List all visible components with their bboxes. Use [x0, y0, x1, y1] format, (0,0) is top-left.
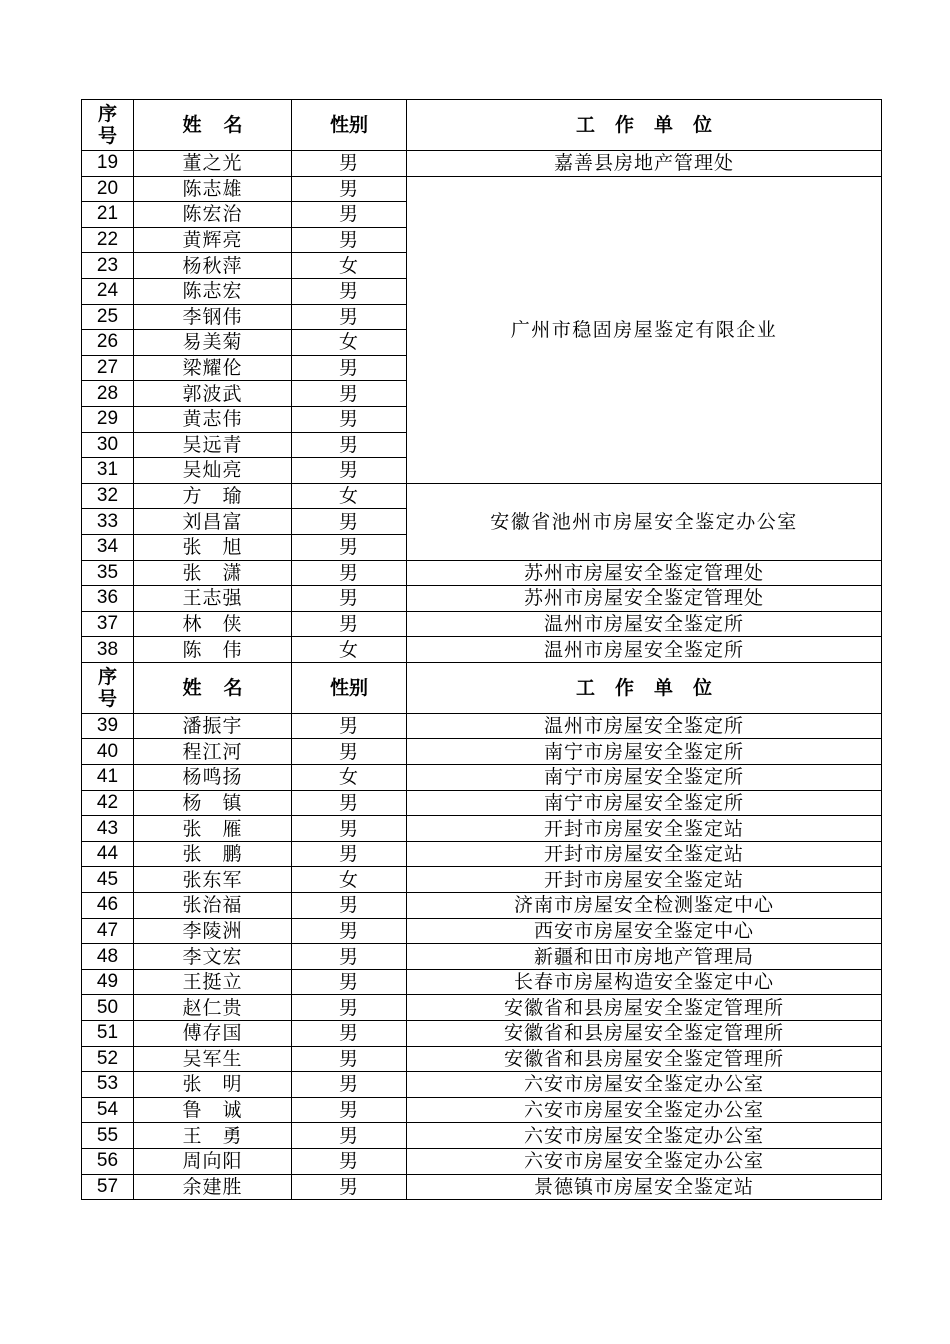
unit-cell: 温州市房屋安全鉴定所	[407, 713, 882, 739]
table-row	[82, 151, 882, 177]
table-row	[82, 586, 882, 612]
name-cell: 陈宏治	[134, 202, 292, 228]
name-cell: 董之光	[134, 151, 292, 177]
name-cell: 张 潇	[134, 560, 292, 586]
sex-cell: 男	[292, 1123, 407, 1149]
unit-cell: 南宁市房屋安全鉴定所	[407, 790, 882, 816]
unit-cell: 南宁市房屋安全鉴定所	[407, 739, 882, 765]
unit-cell: 新疆和田市房地产管理局	[407, 944, 882, 970]
name-cell: 张治福	[134, 893, 292, 919]
name-cell: 张 鹏	[134, 841, 292, 867]
serial-cell: 27	[82, 355, 134, 381]
name-cell: 杨 镇	[134, 790, 292, 816]
serial-cell: 19	[82, 151, 134, 177]
sex-cell: 男	[292, 1072, 407, 1098]
unit-cell: 西安市房屋安全鉴定中心	[407, 918, 882, 944]
name-cell: 张东军	[134, 867, 292, 893]
sex-cell: 女	[292, 253, 407, 279]
serial-cell: 21	[82, 202, 134, 228]
name-cell: 王挺立	[134, 969, 292, 995]
serial-cell: 43	[82, 816, 134, 842]
sex-cell: 男	[292, 406, 407, 432]
serial-cell: 50	[82, 995, 134, 1021]
name-cell: 吴远青	[134, 432, 292, 458]
name-cell: 梁耀伦	[134, 355, 292, 381]
unit-cell: 开封市房屋安全鉴定站	[407, 816, 882, 842]
serial-cell: 36	[82, 586, 134, 612]
table-row	[82, 1148, 882, 1174]
serial-cell: 34	[82, 534, 134, 560]
table-row	[82, 1046, 882, 1072]
unit-cell: 济南市房屋安全检测鉴定中心	[407, 893, 882, 919]
sex-cell: 男	[292, 304, 407, 330]
name-cell: 吴灿亮	[134, 458, 292, 484]
header-sex: 性别	[292, 662, 407, 713]
sex-cell: 男	[292, 611, 407, 637]
name-cell: 黄辉亮	[134, 227, 292, 253]
table-row	[82, 1174, 882, 1200]
sex-cell: 男	[292, 560, 407, 586]
table-row	[82, 1021, 882, 1047]
sex-cell: 女	[292, 330, 407, 356]
serial-cell: 24	[82, 278, 134, 304]
sex-cell: 男	[292, 841, 407, 867]
serial-cell: 32	[82, 483, 134, 509]
name-cell: 李钢伟	[134, 304, 292, 330]
unit-cell: 六安市房屋安全鉴定办公室	[407, 1123, 882, 1149]
table-row	[82, 611, 882, 637]
name-cell: 张 明	[134, 1072, 292, 1098]
unit-cell: 安徽省和县房屋安全鉴定管理所	[407, 1021, 882, 1047]
roster-page	[81, 99, 881, 1200]
sex-cell: 男	[292, 790, 407, 816]
name-cell: 程江河	[134, 739, 292, 765]
name-cell: 林 侠	[134, 611, 292, 637]
sex-cell: 男	[292, 381, 407, 407]
name-cell: 王志强	[134, 586, 292, 612]
name-cell: 王 勇	[134, 1123, 292, 1149]
table-header-row	[82, 100, 882, 151]
serial-cell: 41	[82, 765, 134, 791]
serial-cell: 20	[82, 176, 134, 202]
header-serial-line1: 序	[97, 665, 117, 688]
sex-cell: 女	[292, 483, 407, 509]
table-row	[82, 790, 882, 816]
sex-cell: 男	[292, 918, 407, 944]
name-cell: 周向阳	[134, 1148, 292, 1174]
unit-cell: 六安市房屋安全鉴定办公室	[407, 1097, 882, 1123]
serial-cell: 49	[82, 969, 134, 995]
sex-cell: 男	[292, 995, 407, 1021]
serial-cell: 29	[82, 406, 134, 432]
table-row	[82, 176, 882, 202]
unit-cell-merged: 广州市稳固房屋鉴定有限企业	[407, 176, 882, 483]
header-serial	[82, 662, 134, 713]
sex-cell: 男	[292, 969, 407, 995]
personnel-table	[81, 99, 882, 1200]
name-cell: 赵仁贵	[134, 995, 292, 1021]
unit-cell: 温州市房屋安全鉴定所	[407, 637, 882, 663]
table-row	[82, 1072, 882, 1098]
serial-cell: 33	[82, 509, 134, 535]
header-unit: 工作单位	[407, 100, 882, 151]
serial-cell: 44	[82, 841, 134, 867]
sex-cell: 男	[292, 432, 407, 458]
serial-cell: 25	[82, 304, 134, 330]
header-serial-line2: 号	[97, 125, 117, 147]
serial-cell: 39	[82, 713, 134, 739]
serial-cell: 35	[82, 560, 134, 586]
sex-cell: 男	[292, 1021, 407, 1047]
name-cell: 易美菊	[134, 330, 292, 356]
sex-cell: 男	[292, 713, 407, 739]
header-serial-line1: 序	[97, 103, 117, 125]
table-row	[82, 483, 882, 509]
unit-cell: 六安市房屋安全鉴定办公室	[407, 1072, 882, 1098]
unit-cell: 苏州市房屋安全鉴定管理处	[407, 560, 882, 586]
serial-cell: 31	[82, 458, 134, 484]
unit-cell: 温州市房屋安全鉴定所	[407, 611, 882, 637]
name-cell: 陈志宏	[134, 278, 292, 304]
serial-cell: 52	[82, 1046, 134, 1072]
serial-cell: 46	[82, 893, 134, 919]
name-cell: 郭波武	[134, 381, 292, 407]
table-row	[82, 1097, 882, 1123]
name-cell: 杨鸣扬	[134, 765, 292, 791]
table-row	[82, 918, 882, 944]
name-cell: 张 旭	[134, 534, 292, 560]
sex-cell: 女	[292, 765, 407, 791]
table-header-row	[82, 662, 882, 713]
table-row	[82, 893, 882, 919]
table-row	[82, 816, 882, 842]
table-row	[82, 713, 882, 739]
serial-cell: 53	[82, 1072, 134, 1098]
sex-cell: 男	[292, 534, 407, 560]
table-row	[82, 841, 882, 867]
sex-cell: 男	[292, 893, 407, 919]
unit-cell: 长春市房屋构造安全鉴定中心	[407, 969, 882, 995]
header-name: 姓名	[134, 100, 292, 151]
unit-cell: 开封市房屋安全鉴定站	[407, 841, 882, 867]
table-row	[82, 739, 882, 765]
table-row	[82, 944, 882, 970]
sex-cell: 男	[292, 739, 407, 765]
sex-cell: 男	[292, 355, 407, 381]
header-unit: 工作单位	[407, 662, 882, 713]
name-cell: 黄志伟	[134, 406, 292, 432]
unit-cell: 嘉善县房地产管理处	[407, 151, 882, 177]
sex-cell: 男	[292, 1046, 407, 1072]
serial-cell: 51	[82, 1021, 134, 1047]
unit-cell: 苏州市房屋安全鉴定管理处	[407, 586, 882, 612]
sex-cell: 男	[292, 944, 407, 970]
name-cell: 余建胜	[134, 1174, 292, 1200]
sex-cell: 男	[292, 458, 407, 484]
unit-cell-merged: 安徽省池州市房屋安全鉴定办公室	[407, 483, 882, 560]
serial-cell: 23	[82, 253, 134, 279]
serial-cell: 42	[82, 790, 134, 816]
name-cell: 吴军生	[134, 1046, 292, 1072]
serial-cell: 37	[82, 611, 134, 637]
serial-cell: 45	[82, 867, 134, 893]
name-cell: 鲁 诚	[134, 1097, 292, 1123]
sex-cell: 男	[292, 151, 407, 177]
name-cell: 张 雁	[134, 816, 292, 842]
name-cell: 陈志雄	[134, 176, 292, 202]
header-serial-line2: 号	[97, 687, 117, 710]
serial-cell: 40	[82, 739, 134, 765]
sex-cell: 男	[292, 1174, 407, 1200]
name-cell: 刘昌富	[134, 509, 292, 535]
name-cell: 方 瑜	[134, 483, 292, 509]
name-cell: 李陵洲	[134, 918, 292, 944]
serial-cell: 56	[82, 1148, 134, 1174]
name-cell: 陈 伟	[134, 637, 292, 663]
unit-cell: 六安市房屋安全鉴定办公室	[407, 1148, 882, 1174]
table-row	[82, 969, 882, 995]
name-cell: 潘振宇	[134, 713, 292, 739]
serial-cell: 47	[82, 918, 134, 944]
sex-cell: 男	[292, 816, 407, 842]
unit-cell: 景德镇市房屋安全鉴定站	[407, 1174, 882, 1200]
sex-cell: 男	[292, 202, 407, 228]
table-row	[82, 995, 882, 1021]
table-row	[82, 637, 882, 663]
sex-cell: 男	[292, 586, 407, 612]
header-name: 姓名	[134, 662, 292, 713]
name-cell: 傅存国	[134, 1021, 292, 1047]
sex-cell: 女	[292, 637, 407, 663]
serial-cell: 22	[82, 227, 134, 253]
serial-cell: 30	[82, 432, 134, 458]
serial-cell: 26	[82, 330, 134, 356]
serial-cell: 57	[82, 1174, 134, 1200]
serial-cell: 38	[82, 637, 134, 663]
serial-cell: 28	[82, 381, 134, 407]
table-row	[82, 1123, 882, 1149]
sex-cell: 男	[292, 1148, 407, 1174]
sex-cell: 男	[292, 278, 407, 304]
table-row	[82, 867, 882, 893]
unit-cell: 开封市房屋安全鉴定站	[407, 867, 882, 893]
serial-cell: 54	[82, 1097, 134, 1123]
sex-cell: 男	[292, 1097, 407, 1123]
table-row	[82, 765, 882, 791]
serial-cell: 48	[82, 944, 134, 970]
header-serial	[82, 100, 134, 151]
sex-cell: 男	[292, 509, 407, 535]
name-cell: 李文宏	[134, 944, 292, 970]
header-sex: 性别	[292, 100, 407, 151]
sex-cell: 男	[292, 227, 407, 253]
serial-cell: 55	[82, 1123, 134, 1149]
unit-cell: 南宁市房屋安全鉴定所	[407, 765, 882, 791]
sex-cell: 女	[292, 867, 407, 893]
name-cell: 杨秋萍	[134, 253, 292, 279]
unit-cell: 安徽省和县房屋安全鉴定管理所	[407, 995, 882, 1021]
unit-cell: 安徽省和县房屋安全鉴定管理所	[407, 1046, 882, 1072]
table-row	[82, 560, 882, 586]
sex-cell: 男	[292, 176, 407, 202]
